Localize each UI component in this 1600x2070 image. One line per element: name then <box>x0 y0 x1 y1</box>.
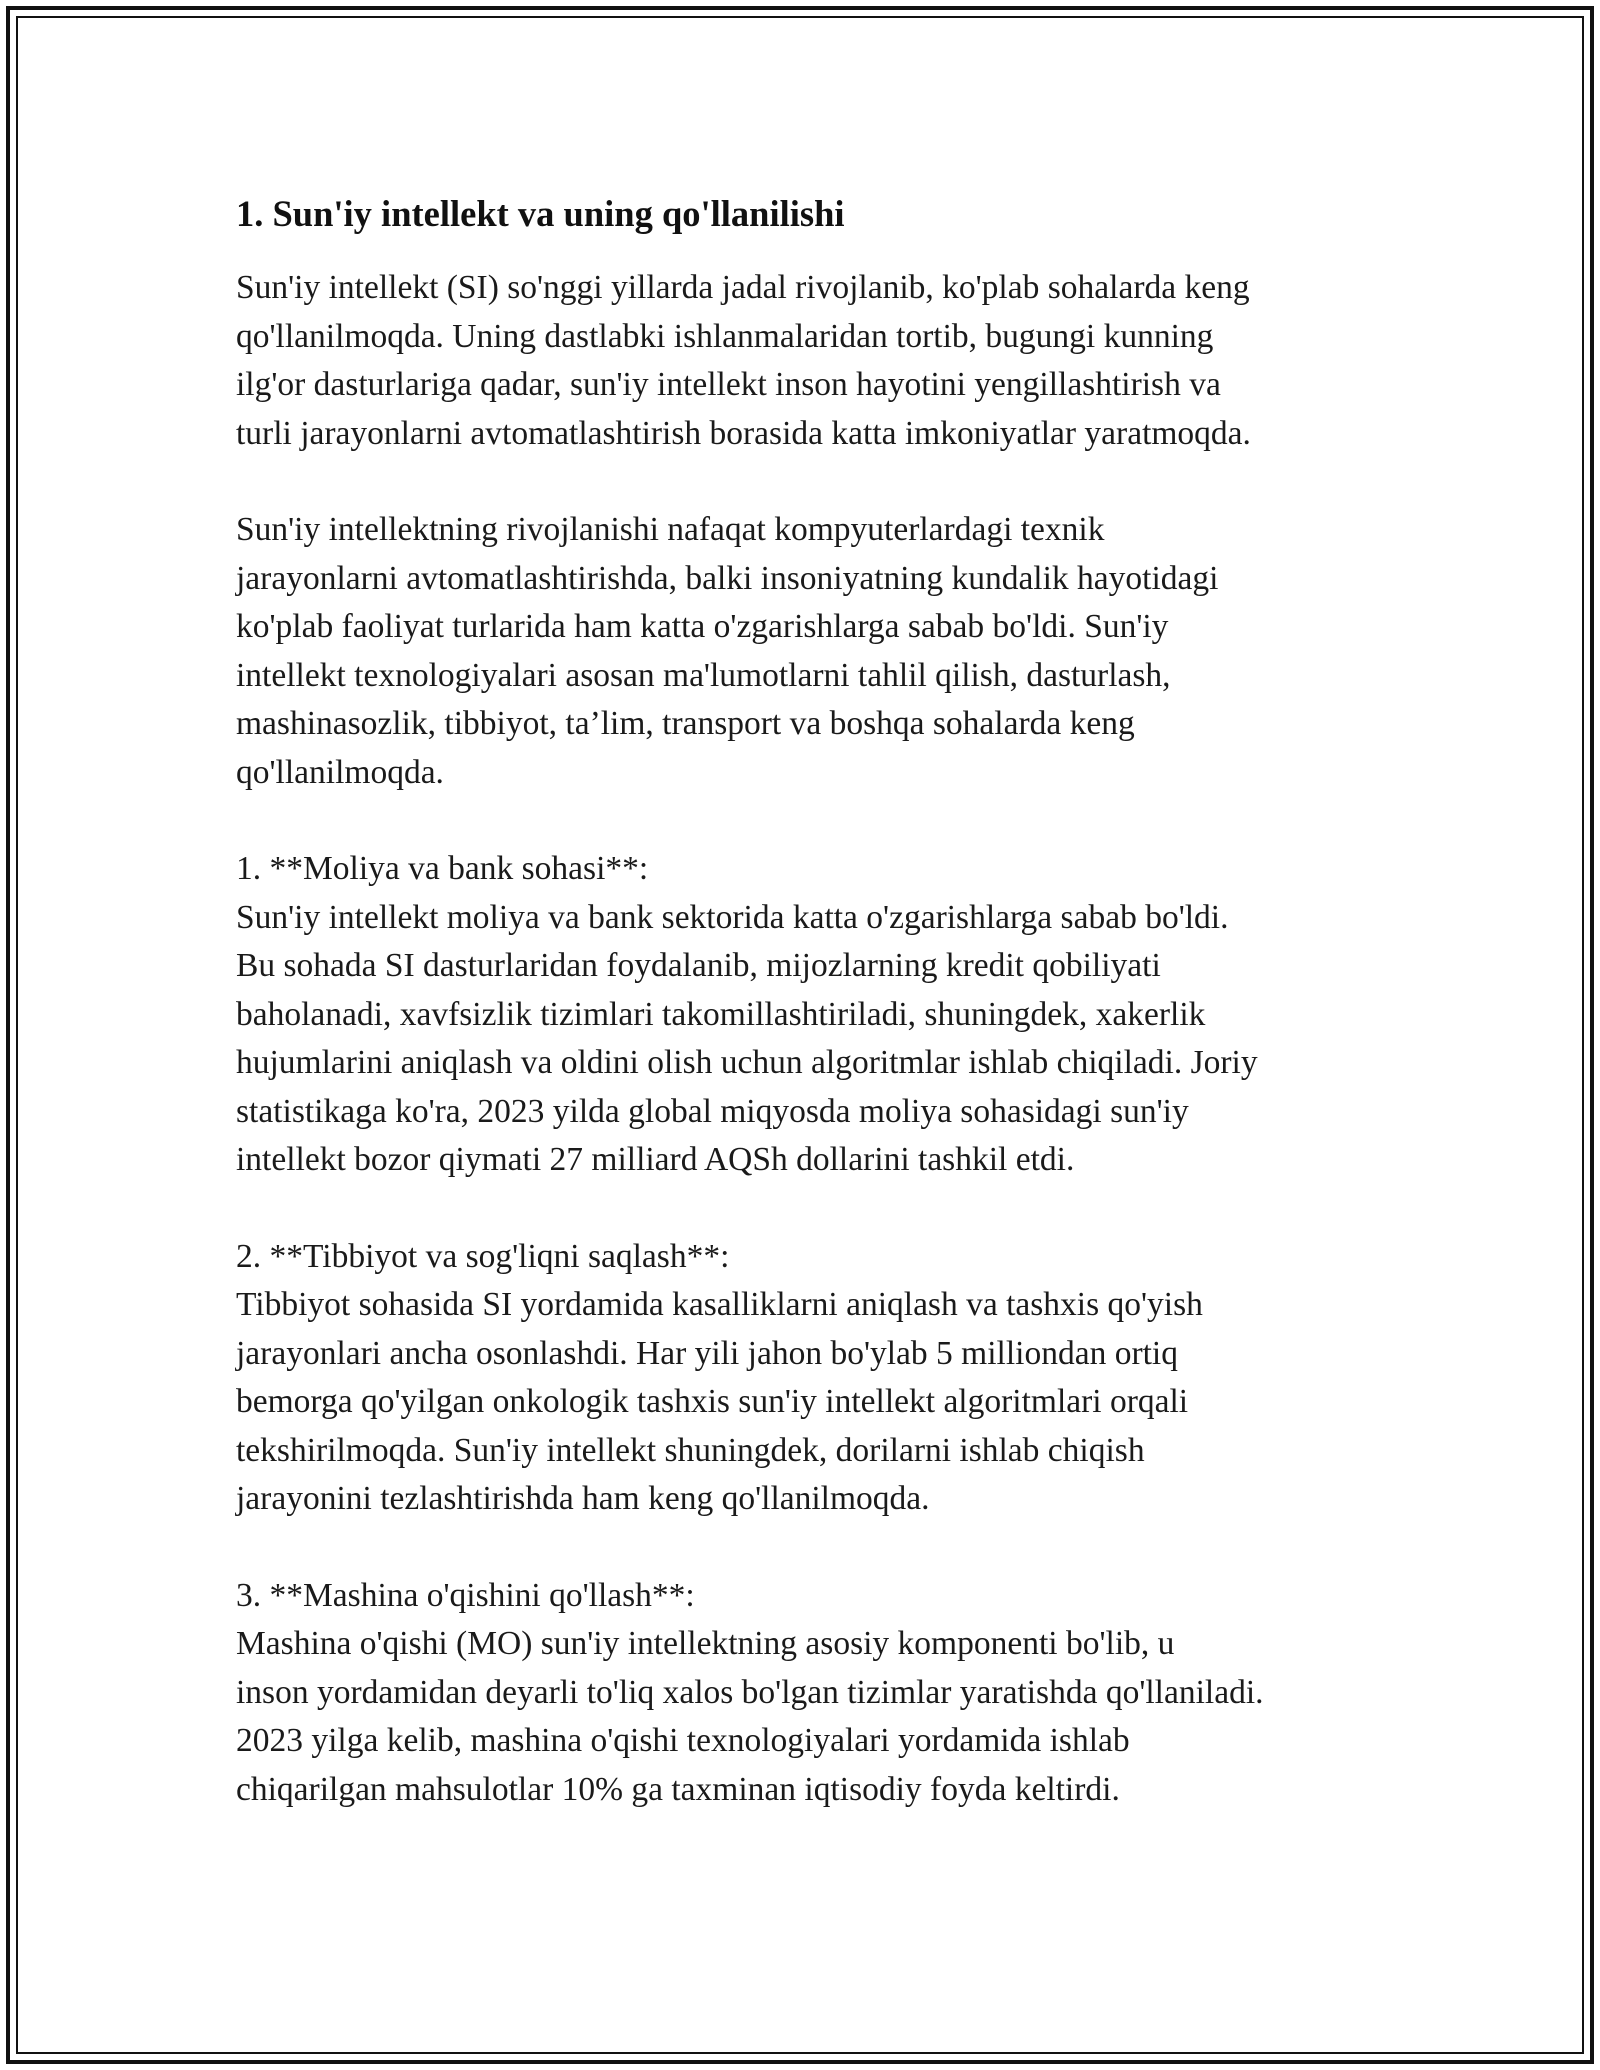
section-text: Mashina o'qishi (MO) sun'iy intellektning asosiy komponenti bo'lib, u inson yordamidan deyarli to'liq xalos bo'lgan tizimlar yaratishda qo'llaniladi. 2023 yilga kelib, mashina o'qishi texnologiyalari yordamida ishlab chiqarilgan mahsulotlar 10% ga taxminan iqtisodiy foyda keltirdi. <box>236 1625 1264 1808</box>
section-machine-learning <box>236 1572 1376 1815</box>
section-medicine <box>236 1233 1376 1524</box>
section-heading: 2. **Tibbiyot va sog'liqni saqlash**: <box>236 1237 730 1275</box>
document-title: 1. Sun'iy intellekt va uning qo'llanilishi <box>236 193 845 234</box>
intro-paragraph: Sun'iy intellekt (SI) so'nggi yillarda jadal rivojlanib, ko'plab sohalarda keng qo'llanilmoqda. Uning dastlabki ishlanmalaridan tortib, bugungi kunning ilg'or dasturlariga qadar, sun'iy intellekt inson hayotini yengillashtirish va turli jarayonlarni avtomatlashtirish borasida katta imkoniyatlar yaratmoqda. <box>236 269 1251 452</box>
section-text: Sun'iy intellekt moliya va bank sektorida katta o'zgarishlarga sabab bo'ldi. Bu sohada SI dasturlaridan foydalanib, mijozlarning kredit qobiliyati baholanadi, xavfsizlik tizimlari takomillashtiriladi, shuningdek, xakerlik hujumlarini aniqlash va oldini olish uchun algoritmlar ishlab chiqiladi. Joriy statistikaga ko'ra, 2023 yilda global miqyosda moliya sohasidagi sun'iy intellekt bozor qiymati 27 milliard AQSh dollarini tashkil etdi. <box>236 898 1258 1178</box>
section-finance <box>236 845 1376 1185</box>
section-text: Tibbiyot sohasida SI yordamida kasalliklarni aniqlash va tashxis qo'yish jarayonlari ancha osonlashdi. Har yili jahon bo'ylab 5 milliondan ortiq bemorga qo'yilgan onkologik tashxis sun'iy intellekt algoritmlari orqali tekshirilmoqda. Sun'iy intellekt shuningdek, dorilarni ishlab chiqish jarayonini tezlashtirishda ham keng qo'llanilmoqda. <box>236 1286 1203 1517</box>
section-heading: 3. **Mashina o'qishini qo'llash**: <box>236 1576 695 1614</box>
section-heading: 1. **Moliya va bank sohasi**: <box>236 850 649 887</box>
document-body <box>236 186 1376 1862</box>
development-paragraph: Sun'iy intellektning rivojlanishi nafaqat kompyuterlardagi texnik jarayonlarni avtomatlashtirishda, balki insoniyatning kundalik hayotidagi ko'plab faoliyat turlarida ham katta o'zgarishlarga sabab bo'ldi. Sun'iy intellekt texnologiyalari asosan ma'lumotlarni tahlil qilish, dasturlash, mashinasozlik, tibbiyot, ta’lim, transport va boshqa sohalarda keng qo'llanilmoqda. <box>236 511 1219 791</box>
